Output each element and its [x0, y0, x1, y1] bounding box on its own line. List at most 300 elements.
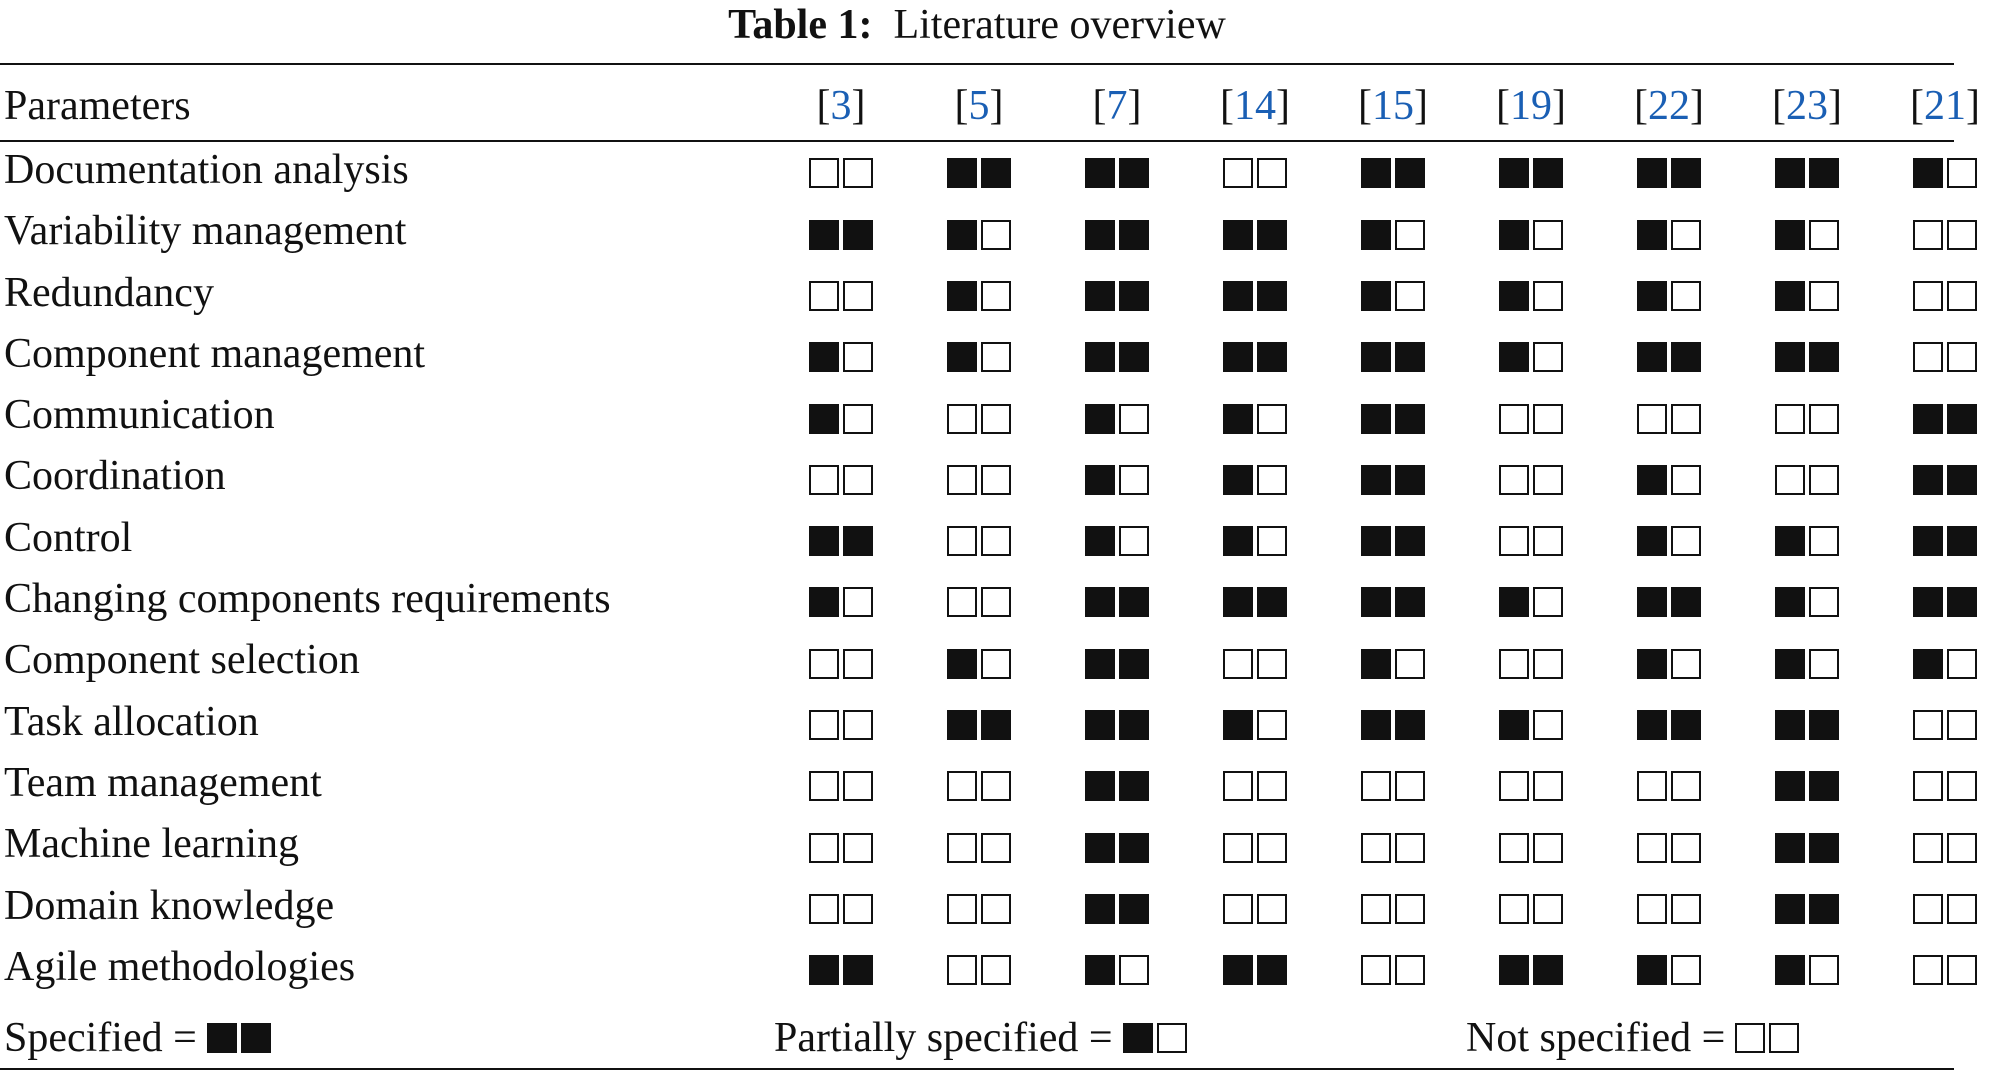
table-caption-title: Literature overview [893, 2, 1226, 48]
status-cell [1324, 692, 1462, 753]
filled-square-icon [1499, 220, 1529, 250]
table-row [0, 446, 2014, 507]
filled-square-icon [1119, 894, 1149, 924]
table-row [0, 630, 2014, 691]
bracket-close: ] [1690, 83, 1704, 129]
status-cell [1600, 569, 1738, 630]
filled-square-icon [1533, 955, 1563, 985]
empty-square-icon [843, 465, 873, 495]
specified-mark-icon [809, 526, 873, 556]
empty-square-icon [1735, 1023, 1765, 1053]
status-cell [772, 201, 910, 262]
specified-mark-icon [1361, 342, 1425, 372]
specified-mark-icon [1223, 955, 1287, 985]
empty-square-icon [981, 342, 1011, 372]
bracket-open: [ [1092, 83, 1107, 129]
status-cell [1324, 263, 1462, 324]
legend-partially-specified-label: Partially specified = [774, 1015, 1113, 1061]
empty-square-icon [981, 526, 1011, 556]
status-cell [1462, 263, 1600, 324]
empty-square-icon [1671, 771, 1701, 801]
partially-specified-mark-icon [1223, 526, 1287, 556]
empty-square-icon [1395, 771, 1425, 801]
not-specified-mark-icon [809, 649, 873, 679]
status-cell [1738, 201, 1876, 262]
not-specified-mark-icon [1361, 771, 1425, 801]
filled-square-icon [1775, 158, 1805, 188]
reference-link[interactable]: 23 [1786, 83, 1828, 129]
status-cell [1738, 937, 1876, 998]
empty-square-icon [1637, 404, 1667, 434]
legend-not-specified [1466, 1008, 1799, 1068]
partially-specified-mark-icon [809, 587, 873, 617]
not-specified-mark-icon [809, 710, 873, 740]
reference-link[interactable]: 21 [1924, 83, 1966, 129]
filled-square-icon [981, 158, 1011, 188]
specified-mark-icon [1637, 158, 1701, 188]
reference-link[interactable]: 5 [968, 83, 990, 129]
reference-link[interactable]: 3 [830, 83, 852, 129]
not-specified-mark-icon [809, 465, 873, 495]
status-cell [1738, 140, 1876, 201]
empty-square-icon [809, 158, 839, 188]
specified-mark-icon [1223, 220, 1287, 250]
filled-square-icon [1947, 404, 1977, 434]
empty-square-icon [1671, 281, 1701, 311]
filled-square-icon [1947, 526, 1977, 556]
status-cell [1324, 508, 1462, 569]
filled-square-icon [1085, 465, 1115, 495]
status-cell [1186, 630, 1324, 691]
status-cell [1462, 692, 1600, 753]
empty-square-icon [843, 649, 873, 679]
empty-square-icon [1913, 281, 1943, 311]
specified-mark-icon [1775, 833, 1839, 863]
filled-square-icon [1361, 710, 1391, 740]
reference-header [1738, 72, 1876, 140]
empty-square-icon [981, 465, 1011, 495]
partially-specified-mark-icon [809, 342, 873, 372]
empty-square-icon [1119, 465, 1149, 495]
empty-square-icon [1671, 220, 1701, 250]
filled-square-icon [1395, 710, 1425, 740]
filled-square-icon [809, 526, 839, 556]
status-cell [1600, 263, 1738, 324]
filled-square-icon [1223, 281, 1253, 311]
filled-square-icon [1085, 342, 1115, 372]
status-cell [1738, 385, 1876, 446]
legend-specified [4, 1008, 271, 1068]
status-cell [910, 263, 1048, 324]
parameter-label: Communication [4, 392, 275, 439]
empty-square-icon [1395, 649, 1425, 679]
not-specified-mark-icon [1223, 158, 1287, 188]
specified-mark-icon [809, 955, 873, 985]
filled-square-icon [1809, 710, 1839, 740]
empty-square-icon [1637, 833, 1667, 863]
filled-square-icon [1913, 158, 1943, 188]
legend [0, 1008, 1954, 1068]
partially-specified-mark-icon [1637, 465, 1701, 495]
empty-square-icon [1809, 404, 1839, 434]
filled-square-icon [1499, 281, 1529, 311]
status-cell [910, 876, 1048, 937]
filled-square-icon [1361, 649, 1391, 679]
specified-mark-icon [1085, 342, 1149, 372]
specified-mark-icon [1775, 158, 1839, 188]
empty-square-icon [1947, 771, 1977, 801]
status-cell [1324, 385, 1462, 446]
status-cell [910, 753, 1048, 814]
empty-square-icon [947, 955, 977, 985]
bracket-open: [ [1496, 83, 1510, 129]
empty-square-icon [947, 894, 977, 924]
specified-mark-icon [207, 1023, 271, 1053]
status-cell [1600, 876, 1738, 937]
filled-square-icon [947, 220, 977, 250]
status-cell [1462, 140, 1600, 201]
table-caption [0, 2, 1954, 48]
empty-square-icon [1913, 342, 1943, 372]
empty-square-icon [809, 710, 839, 740]
table-row [0, 263, 2014, 324]
empty-square-icon [1499, 404, 1529, 434]
reference-link[interactable]: 15 [1372, 83, 1414, 129]
empty-square-icon [981, 281, 1011, 311]
specified-mark-icon [1223, 281, 1287, 311]
reference-header [772, 72, 910, 140]
specified-mark-icon [1499, 955, 1563, 985]
not-specified-mark-icon [947, 526, 1011, 556]
status-cell [910, 569, 1048, 630]
filled-square-icon [1775, 649, 1805, 679]
filled-square-icon [1637, 710, 1667, 740]
status-cell [772, 937, 910, 998]
specified-mark-icon [1085, 220, 1149, 250]
table-row [0, 508, 2014, 569]
partially-specified-mark-icon [947, 342, 1011, 372]
filled-square-icon [1671, 710, 1701, 740]
filled-square-icon [1119, 649, 1149, 679]
table-row [0, 753, 2014, 814]
partially-specified-mark-icon [1775, 649, 1839, 679]
status-cell [1462, 814, 1600, 875]
partially-specified-mark-icon [1637, 955, 1701, 985]
empty-square-icon [981, 955, 1011, 985]
filled-square-icon [947, 342, 977, 372]
status-cell [910, 508, 1048, 569]
status-cell [1876, 937, 2014, 998]
filled-square-icon [1637, 220, 1667, 250]
status-cell [772, 753, 910, 814]
filled-square-icon [1395, 465, 1425, 495]
empty-square-icon [1913, 220, 1943, 250]
status-cell [1186, 937, 1324, 998]
status-cell [1186, 263, 1324, 324]
not-specified-mark-icon [1361, 894, 1425, 924]
empty-square-icon [1775, 465, 1805, 495]
filled-square-icon [1361, 526, 1391, 556]
filled-square-icon [1223, 955, 1253, 985]
status-cell [910, 692, 1048, 753]
specified-mark-icon [1637, 587, 1701, 617]
filled-square-icon [1085, 158, 1115, 188]
partially-specified-mark-icon [1085, 404, 1149, 434]
empty-square-icon [1499, 649, 1529, 679]
empty-square-icon [1257, 465, 1287, 495]
filled-square-icon [1085, 404, 1115, 434]
not-specified-mark-icon [947, 465, 1011, 495]
status-cell [1462, 937, 1600, 998]
status-cell [772, 263, 910, 324]
empty-square-icon [1223, 771, 1253, 801]
specified-mark-icon [947, 710, 1011, 740]
specified-mark-icon [1085, 158, 1149, 188]
status-cell [910, 201, 1048, 262]
empty-square-icon [809, 771, 839, 801]
filled-square-icon [1223, 526, 1253, 556]
not-specified-mark-icon [1913, 281, 1977, 311]
empty-square-icon [1157, 1023, 1187, 1053]
specified-mark-icon [1361, 404, 1425, 434]
empty-square-icon [1223, 894, 1253, 924]
legend-specified-label: Specified = [4, 1015, 197, 1061]
table-row [0, 140, 2014, 201]
specified-mark-icon [1085, 833, 1149, 863]
empty-square-icon [981, 771, 1011, 801]
specified-mark-icon [1499, 158, 1563, 188]
filled-square-icon [207, 1023, 237, 1053]
status-cell [1186, 385, 1324, 446]
empty-square-icon [809, 649, 839, 679]
reference-link[interactable]: 22 [1648, 83, 1690, 129]
empty-square-icon [947, 404, 977, 434]
filled-square-icon [1223, 342, 1253, 372]
status-cell [1738, 692, 1876, 753]
empty-square-icon [809, 465, 839, 495]
status-cell [772, 692, 910, 753]
empty-square-icon [947, 833, 977, 863]
not-specified-mark-icon [947, 955, 1011, 985]
table-row [0, 876, 2014, 937]
empty-square-icon [1947, 955, 1977, 985]
status-cell [1600, 446, 1738, 507]
status-cell [1186, 508, 1324, 569]
status-cell [1048, 937, 1186, 998]
bracket-open: [ [1358, 83, 1372, 129]
not-specified-mark-icon [1499, 771, 1563, 801]
filled-square-icon [1085, 220, 1115, 250]
not-specified-mark-icon [1913, 342, 1977, 372]
partially-specified-mark-icon [1775, 281, 1839, 311]
empty-square-icon [1257, 894, 1287, 924]
not-specified-mark-icon [947, 404, 1011, 434]
filled-square-icon [1361, 158, 1391, 188]
not-specified-mark-icon [1913, 220, 1977, 250]
status-cell [910, 446, 1048, 507]
reference-header [910, 72, 1048, 140]
reference-link[interactable]: 19 [1510, 83, 1552, 129]
filled-square-icon [1361, 281, 1391, 311]
status-cell [1186, 140, 1324, 201]
specified-mark-icon [809, 220, 873, 250]
empty-square-icon [809, 894, 839, 924]
partially-specified-mark-icon [1775, 587, 1839, 617]
filled-square-icon [1671, 587, 1701, 617]
filled-square-icon [1085, 771, 1115, 801]
empty-square-icon [1809, 465, 1839, 495]
status-cell [772, 140, 910, 201]
filled-square-icon [1223, 710, 1253, 740]
status-cell [1324, 876, 1462, 937]
empty-square-icon [1395, 281, 1425, 311]
empty-square-icon [843, 833, 873, 863]
filled-square-icon [1913, 649, 1943, 679]
status-cell [1876, 692, 2014, 753]
status-cell [1186, 324, 1324, 385]
specified-mark-icon [1361, 710, 1425, 740]
empty-square-icon [1947, 281, 1977, 311]
status-cell [1876, 630, 2014, 691]
not-specified-mark-icon [1223, 649, 1287, 679]
empty-square-icon [1637, 771, 1667, 801]
status-cell [1738, 814, 1876, 875]
bracket-open: [ [954, 83, 969, 129]
not-specified-mark-icon [1223, 771, 1287, 801]
empty-square-icon [1499, 894, 1529, 924]
filled-square-icon [1085, 833, 1115, 863]
bracket-close: ] [1414, 83, 1428, 129]
status-cell [1048, 140, 1186, 201]
filled-square-icon [809, 587, 839, 617]
specified-mark-icon [1361, 587, 1425, 617]
parameters-header: Parameters [4, 83, 191, 129]
partially-specified-mark-icon [1361, 220, 1425, 250]
empty-square-icon [981, 220, 1011, 250]
status-cell [1324, 324, 1462, 385]
reference-header [1600, 72, 1738, 140]
reference-header [1048, 72, 1186, 140]
partially-specified-mark-icon [1913, 649, 1977, 679]
not-specified-mark-icon [1637, 404, 1701, 434]
empty-square-icon [1769, 1023, 1799, 1053]
status-cell [772, 446, 910, 507]
not-specified-mark-icon [1735, 1023, 1799, 1053]
parameter-label: Changing components requirements [4, 576, 611, 623]
status-cell [1462, 508, 1600, 569]
empty-square-icon [1947, 158, 1977, 188]
empty-square-icon [1395, 955, 1425, 985]
status-cell [1600, 937, 1738, 998]
filled-square-icon [1637, 649, 1667, 679]
status-cell [772, 630, 910, 691]
filled-square-icon [1775, 281, 1805, 311]
partially-specified-mark-icon [1085, 955, 1149, 985]
status-cell [772, 814, 910, 875]
empty-square-icon [1671, 955, 1701, 985]
empty-square-icon [1533, 833, 1563, 863]
status-cell [910, 630, 1048, 691]
empty-square-icon [843, 894, 873, 924]
status-cell [1324, 814, 1462, 875]
empty-square-icon [1809, 281, 1839, 311]
bracket-close: ] [851, 83, 866, 129]
specified-mark-icon [1361, 465, 1425, 495]
partially-specified-mark-icon [1637, 526, 1701, 556]
not-specified-mark-icon [809, 833, 873, 863]
filled-square-icon [1775, 587, 1805, 617]
status-cell [1048, 324, 1186, 385]
filled-square-icon [1361, 587, 1391, 617]
filled-square-icon [1809, 894, 1839, 924]
status-cell [1186, 814, 1324, 875]
filled-square-icon [1637, 281, 1667, 311]
filled-square-icon [1119, 587, 1149, 617]
parameter-label: Agile methodologies [4, 943, 356, 990]
empty-square-icon [981, 894, 1011, 924]
empty-square-icon [1947, 342, 1977, 372]
empty-square-icon [843, 342, 873, 372]
filled-square-icon [843, 526, 873, 556]
empty-square-icon [1119, 955, 1149, 985]
specified-mark-icon [1637, 342, 1701, 372]
empty-square-icon [981, 833, 1011, 863]
status-cell [910, 937, 1048, 998]
not-specified-mark-icon [1775, 404, 1839, 434]
reference-link[interactable]: 14 [1234, 83, 1276, 129]
not-specified-mark-icon [1499, 404, 1563, 434]
filled-square-icon [1361, 465, 1391, 495]
table-header-row [0, 72, 2014, 140]
empty-square-icon [1913, 771, 1943, 801]
status-cell [1324, 201, 1462, 262]
bracket-close: ] [1127, 83, 1142, 129]
status-cell [1876, 324, 2014, 385]
empty-square-icon [1533, 281, 1563, 311]
empty-square-icon [1499, 465, 1529, 495]
empty-square-icon [1913, 955, 1943, 985]
empty-square-icon [1223, 649, 1253, 679]
specified-mark-icon [1637, 710, 1701, 740]
table-body [0, 140, 2014, 998]
empty-square-icon [1533, 771, 1563, 801]
empty-square-icon [1257, 833, 1287, 863]
empty-square-icon [1257, 710, 1287, 740]
status-cell [1600, 201, 1738, 262]
filled-square-icon [809, 955, 839, 985]
status-cell [1600, 753, 1738, 814]
filled-square-icon [1119, 342, 1149, 372]
status-cell [1876, 446, 2014, 507]
empty-square-icon [947, 526, 977, 556]
filled-square-icon [1533, 158, 1563, 188]
specified-mark-icon [1085, 771, 1149, 801]
empty-square-icon [981, 587, 1011, 617]
filled-square-icon [981, 710, 1011, 740]
status-cell [772, 324, 910, 385]
partially-specified-mark-icon [1499, 710, 1563, 740]
status-cell [1048, 814, 1186, 875]
filled-square-icon [1395, 404, 1425, 434]
status-cell [1186, 201, 1324, 262]
status-cell [1876, 201, 2014, 262]
bracket-close: ] [1828, 83, 1842, 129]
empty-square-icon [843, 404, 873, 434]
reference-link[interactable]: 7 [1106, 83, 1128, 129]
empty-square-icon [1119, 404, 1149, 434]
status-cell [1738, 876, 1876, 937]
specified-mark-icon [1913, 465, 1977, 495]
